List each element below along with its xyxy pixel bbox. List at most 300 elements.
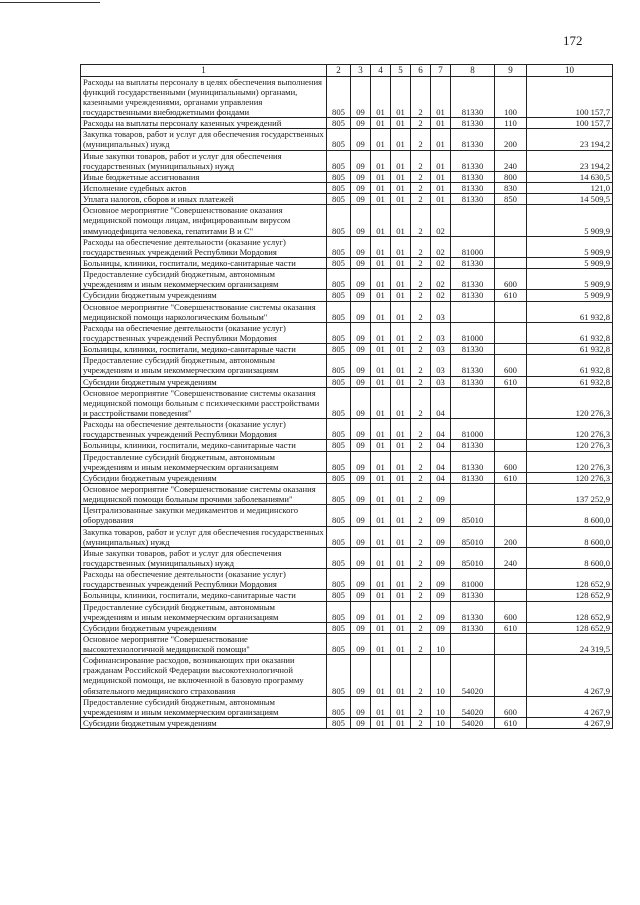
code-event-cell: 01 xyxy=(431,171,451,182)
code-event-cell: 09 xyxy=(431,590,451,601)
code-subsection-cell: 01 xyxy=(371,258,391,269)
code-direction-cell xyxy=(451,483,495,504)
code-subsection-cell: 01 xyxy=(371,590,391,601)
table-row xyxy=(81,76,613,118)
header-cell: 2 xyxy=(327,65,351,77)
amount-cell: 128 652,9 xyxy=(527,622,613,633)
code-expense-type-cell: 200 xyxy=(495,526,527,547)
table-row xyxy=(81,590,613,601)
code-event-cell: 01 xyxy=(431,183,451,194)
row-name-cell: Субсидии бюджетным учреждениям xyxy=(81,290,327,301)
code-program-cell: 01 xyxy=(391,472,411,483)
row-name-cell: Предоставление субсидий бюджетным, автономным учреждениям и иным некоммерческим организациям xyxy=(81,355,327,376)
code-direction-cell: 81000 xyxy=(451,569,495,590)
table-row xyxy=(81,290,613,301)
header-cell: 4 xyxy=(371,65,391,77)
code-event-cell: 01 xyxy=(431,150,451,171)
code-subprogram-cell: 2 xyxy=(411,601,431,622)
row-name-cell: Расходы на обеспечение деятельности (оказание услуг) государственных учреждений Республики Мордовия xyxy=(81,236,327,257)
code-event-cell: 04 xyxy=(431,451,451,472)
code-subsection-cell: 01 xyxy=(371,696,391,717)
table-row xyxy=(81,387,613,418)
row-name-cell: Больницы, клиники, госпитали, медико-санитарные части xyxy=(81,344,327,355)
code-subsection-cell: 01 xyxy=(371,344,391,355)
code-program-cell: 01 xyxy=(391,440,411,451)
row-name-cell: Иные бюджетные ассигнования xyxy=(81,171,327,182)
code-section-cell: 09 xyxy=(351,344,371,355)
code-subprogram-cell: 2 xyxy=(411,258,431,269)
amount-cell: 5 909,9 xyxy=(527,236,613,257)
code-subsection-cell: 01 xyxy=(371,505,391,526)
code-subprogram-cell: 2 xyxy=(411,622,431,633)
row-name-cell: Субсидии бюджетным учреждениям xyxy=(81,718,327,729)
table-row xyxy=(81,269,613,290)
amount-cell: 23 194,2 xyxy=(527,150,613,171)
table-row xyxy=(81,205,613,236)
amount-cell: 137 252,9 xyxy=(527,483,613,504)
code-direction-cell: 81330 xyxy=(451,590,495,601)
page-number: 172 xyxy=(563,33,583,48)
code-admin-cell: 805 xyxy=(327,387,351,418)
table-row xyxy=(81,440,613,451)
code-admin-cell: 805 xyxy=(327,718,351,729)
code-program-cell: 01 xyxy=(391,601,411,622)
code-admin-cell: 805 xyxy=(327,472,351,483)
code-subprogram-cell: 2 xyxy=(411,590,431,601)
table-row xyxy=(81,344,613,355)
code-event-cell: 04 xyxy=(431,472,451,483)
code-section-cell: 09 xyxy=(351,655,371,697)
code-admin-cell: 805 xyxy=(327,258,351,269)
table-row xyxy=(81,505,613,526)
code-subsection-cell: 01 xyxy=(371,655,391,697)
row-name-cell: Расходы на обеспечение деятельности (оказание услуг) государственных учреждений Республики Мордовия xyxy=(81,569,327,590)
code-subsection-cell: 01 xyxy=(371,569,391,590)
code-expense-type-cell xyxy=(495,236,527,257)
code-event-cell: 03 xyxy=(431,301,451,322)
amount-cell: 61 932,8 xyxy=(527,322,613,343)
table-row xyxy=(81,718,613,729)
amount-cell: 61 932,8 xyxy=(527,376,613,387)
row-name-cell: Основное мероприятие "Совершенствование оказания медицинской помощи лицам, инфицированным вирусом иммунодефицита человека, гепатитами В и С" xyxy=(81,205,327,236)
table-row xyxy=(81,655,613,697)
code-event-cell: 04 xyxy=(431,387,451,418)
amount-cell: 100 157,7 xyxy=(527,76,613,118)
code-admin-cell: 805 xyxy=(327,569,351,590)
code-admin-cell: 805 xyxy=(327,205,351,236)
code-direction-cell: 81330 xyxy=(451,290,495,301)
code-direction-cell: 54020 xyxy=(451,718,495,729)
code-admin-cell: 805 xyxy=(327,505,351,526)
code-admin-cell: 805 xyxy=(327,376,351,387)
row-name-cell: Уплата налогов, сборов и иных платежей xyxy=(81,194,327,205)
code-event-cell: 03 xyxy=(431,322,451,343)
code-section-cell: 09 xyxy=(351,301,371,322)
table-row xyxy=(81,419,613,440)
code-admin-cell: 805 xyxy=(327,301,351,322)
table-row xyxy=(81,633,613,654)
code-expense-type-cell: 100 xyxy=(495,76,527,118)
code-subprogram-cell: 2 xyxy=(411,451,431,472)
code-event-cell: 02 xyxy=(431,269,451,290)
code-event-cell: 03 xyxy=(431,355,451,376)
code-program-cell: 01 xyxy=(391,483,411,504)
code-direction-cell: 81330 xyxy=(451,258,495,269)
code-admin-cell: 805 xyxy=(327,419,351,440)
amount-cell: 4 267,9 xyxy=(527,696,613,717)
code-section-cell: 09 xyxy=(351,322,371,343)
code-subprogram-cell: 2 xyxy=(411,505,431,526)
code-direction-cell: 85010 xyxy=(451,505,495,526)
code-admin-cell: 805 xyxy=(327,76,351,118)
code-expense-type-cell xyxy=(495,322,527,343)
code-subsection-cell: 01 xyxy=(371,301,391,322)
code-section-cell: 09 xyxy=(351,194,371,205)
code-subsection-cell: 01 xyxy=(371,601,391,622)
code-section-cell: 09 xyxy=(351,505,371,526)
code-direction-cell xyxy=(451,301,495,322)
code-admin-cell: 805 xyxy=(327,440,351,451)
code-admin-cell: 805 xyxy=(327,696,351,717)
code-program-cell: 01 xyxy=(391,269,411,290)
amount-cell: 128 652,9 xyxy=(527,590,613,601)
code-expense-type-cell: 610 xyxy=(495,718,527,729)
code-expense-type-cell xyxy=(495,258,527,269)
code-event-cell: 10 xyxy=(431,718,451,729)
amount-cell: 4 267,9 xyxy=(527,718,613,729)
code-subprogram-cell: 2 xyxy=(411,150,431,171)
code-admin-cell: 805 xyxy=(327,622,351,633)
code-direction-cell: 81330 xyxy=(451,118,495,129)
amount-cell: 121,0 xyxy=(527,183,613,194)
code-expense-type-cell: 610 xyxy=(495,290,527,301)
code-section-cell: 09 xyxy=(351,376,371,387)
code-section-cell: 09 xyxy=(351,696,371,717)
code-event-cell: 09 xyxy=(431,547,451,568)
table-row xyxy=(81,183,613,194)
row-name-cell: Исполнение судебных актов xyxy=(81,183,327,194)
code-direction-cell xyxy=(451,205,495,236)
code-section-cell: 09 xyxy=(351,601,371,622)
code-program-cell: 01 xyxy=(391,718,411,729)
code-direction-cell: 81330 xyxy=(451,76,495,118)
code-subsection-cell: 01 xyxy=(371,483,391,504)
code-subprogram-cell: 2 xyxy=(411,655,431,697)
code-expense-type-cell: 600 xyxy=(495,601,527,622)
header-cell: 9 xyxy=(495,65,527,77)
code-admin-cell: 805 xyxy=(327,269,351,290)
code-subprogram-cell: 2 xyxy=(411,633,431,654)
code-expense-type-cell xyxy=(495,387,527,418)
table-row xyxy=(81,194,613,205)
code-subsection-cell: 01 xyxy=(371,355,391,376)
code-admin-cell: 805 xyxy=(327,633,351,654)
table-row xyxy=(81,547,613,568)
code-subprogram-cell: 2 xyxy=(411,290,431,301)
code-section-cell: 09 xyxy=(351,633,371,654)
code-program-cell: 01 xyxy=(391,205,411,236)
code-expense-type-cell: 800 xyxy=(495,171,527,182)
code-section-cell: 09 xyxy=(351,269,371,290)
code-direction-cell: 81330 xyxy=(451,269,495,290)
row-name-cell: Расходы на обеспечение деятельности (оказание услуг) государственных учреждений Республики Мордовия xyxy=(81,322,327,343)
header-cell: 5 xyxy=(391,65,411,77)
code-event-cell: 04 xyxy=(431,440,451,451)
code-program-cell: 01 xyxy=(391,150,411,171)
code-section-cell: 09 xyxy=(351,355,371,376)
code-program-cell: 01 xyxy=(391,387,411,418)
code-direction-cell: 54020 xyxy=(451,655,495,697)
code-subsection-cell: 01 xyxy=(371,194,391,205)
code-subprogram-cell: 2 xyxy=(411,419,431,440)
code-direction-cell: 81000 xyxy=(451,236,495,257)
code-admin-cell: 805 xyxy=(327,118,351,129)
code-subsection-cell: 01 xyxy=(371,547,391,568)
code-subprogram-cell: 2 xyxy=(411,205,431,236)
code-expense-type-cell: 240 xyxy=(495,547,527,568)
code-direction-cell xyxy=(451,633,495,654)
amount-cell: 120 276,3 xyxy=(527,387,613,418)
code-subprogram-cell: 2 xyxy=(411,440,431,451)
code-program-cell: 01 xyxy=(391,290,411,301)
code-expense-type-cell xyxy=(495,419,527,440)
amount-cell: 120 276,3 xyxy=(527,472,613,483)
amount-cell: 23 194,2 xyxy=(527,129,613,150)
code-expense-type-cell xyxy=(495,569,527,590)
code-section-cell: 09 xyxy=(351,472,371,483)
code-program-cell: 01 xyxy=(391,355,411,376)
code-expense-type-cell: 850 xyxy=(495,194,527,205)
table-row xyxy=(81,355,613,376)
amount-cell: 8 600,0 xyxy=(527,505,613,526)
code-event-cell: 10 xyxy=(431,696,451,717)
top-rule xyxy=(0,2,100,3)
code-section-cell: 09 xyxy=(351,590,371,601)
code-subprogram-cell: 2 xyxy=(411,76,431,118)
code-subsection-cell: 01 xyxy=(371,387,391,418)
code-direction-cell: 81000 xyxy=(451,419,495,440)
code-subprogram-cell: 2 xyxy=(411,183,431,194)
code-event-cell: 09 xyxy=(431,569,451,590)
code-event-cell: 09 xyxy=(431,483,451,504)
code-program-cell: 01 xyxy=(391,376,411,387)
header-cell: 10 xyxy=(527,65,613,77)
code-direction-cell: 81330 xyxy=(451,194,495,205)
code-subsection-cell: 01 xyxy=(371,205,391,236)
amount-cell: 120 276,3 xyxy=(527,440,613,451)
code-subprogram-cell: 2 xyxy=(411,129,431,150)
code-direction-cell: 81330 xyxy=(451,171,495,182)
code-admin-cell: 805 xyxy=(327,236,351,257)
code-subsection-cell: 01 xyxy=(371,76,391,118)
code-event-cell: 03 xyxy=(431,376,451,387)
row-name-cell: Предоставление субсидий бюджетным, автономным учреждениям и иным некоммерческим организациям xyxy=(81,269,327,290)
code-admin-cell: 805 xyxy=(327,355,351,376)
table-row xyxy=(81,601,613,622)
code-subprogram-cell: 2 xyxy=(411,718,431,729)
code-expense-type-cell xyxy=(495,344,527,355)
table-row xyxy=(81,526,613,547)
code-expense-type-cell: 830 xyxy=(495,183,527,194)
code-admin-cell: 805 xyxy=(327,451,351,472)
code-subsection-cell: 01 xyxy=(371,150,391,171)
code-direction-cell: 81000 xyxy=(451,322,495,343)
code-subprogram-cell: 2 xyxy=(411,236,431,257)
code-program-cell: 01 xyxy=(391,526,411,547)
code-program-cell: 01 xyxy=(391,655,411,697)
code-section-cell: 09 xyxy=(351,129,371,150)
code-subsection-cell: 01 xyxy=(371,290,391,301)
row-name-cell: Предоставление субсидий бюджетным, автономным учреждениям и иным некоммерческим организациям xyxy=(81,696,327,717)
row-name-cell: Предоставление субсидий бюджетным, автономным учреждениям и иным некоммерческим организациям xyxy=(81,601,327,622)
code-program-cell: 01 xyxy=(391,171,411,182)
amount-cell: 5 909,9 xyxy=(527,205,613,236)
code-direction-cell: 85010 xyxy=(451,547,495,568)
code-section-cell: 09 xyxy=(351,451,371,472)
table-row xyxy=(81,451,613,472)
code-program-cell: 01 xyxy=(391,569,411,590)
row-name-cell: Расходы на выплаты персоналу казенных учреждений xyxy=(81,118,327,129)
code-subprogram-cell: 2 xyxy=(411,194,431,205)
row-name-cell: Субсидии бюджетным учреждениям xyxy=(81,472,327,483)
code-subprogram-cell: 2 xyxy=(411,269,431,290)
row-name-cell: Основное мероприятие "Совершенствование системы оказания медицинской помощи больным прочими заболеваниями" xyxy=(81,483,327,504)
code-admin-cell: 805 xyxy=(327,655,351,697)
code-expense-type-cell: 600 xyxy=(495,696,527,717)
code-program-cell: 01 xyxy=(391,696,411,717)
code-event-cell: 09 xyxy=(431,505,451,526)
row-name-cell: Расходы на выплаты персоналу в целях обеспечения выполнения функций государственными (муниципальными) органами, казенными учреждениями, органами управления государственными внебюджетными фондами xyxy=(81,76,327,118)
row-name-cell: Предоставление субсидий бюджетным, автономным учреждениям и иным некоммерческим организациям xyxy=(81,451,327,472)
code-event-cell: 09 xyxy=(431,601,451,622)
code-subprogram-cell: 2 xyxy=(411,483,431,504)
code-expense-type-cell xyxy=(495,655,527,697)
code-expense-type-cell xyxy=(495,590,527,601)
row-name-cell: Централизованные закупки медикаментов и медицинского оборудования xyxy=(81,505,327,526)
budget-table-body xyxy=(81,65,613,729)
code-program-cell: 01 xyxy=(391,194,411,205)
table-row xyxy=(81,569,613,590)
code-event-cell: 01 xyxy=(431,76,451,118)
row-name-cell: Больницы, клиники, госпитали, медико-санитарные части xyxy=(81,258,327,269)
amount-cell: 61 932,8 xyxy=(527,344,613,355)
code-subsection-cell: 01 xyxy=(371,451,391,472)
amount-cell: 14 630,5 xyxy=(527,171,613,182)
code-section-cell: 09 xyxy=(351,718,371,729)
table-header-row xyxy=(81,65,613,77)
code-section-cell: 09 xyxy=(351,118,371,129)
code-subsection-cell: 01 xyxy=(371,376,391,387)
amount-cell: 128 652,9 xyxy=(527,601,613,622)
code-event-cell: 01 xyxy=(431,118,451,129)
code-admin-cell: 805 xyxy=(327,590,351,601)
code-event-cell: 09 xyxy=(431,526,451,547)
code-program-cell: 01 xyxy=(391,451,411,472)
code-subprogram-cell: 2 xyxy=(411,376,431,387)
code-direction-cell: 81330 xyxy=(451,451,495,472)
amount-cell: 8 600,0 xyxy=(527,526,613,547)
table-row xyxy=(81,236,613,257)
code-direction-cell xyxy=(451,387,495,418)
code-expense-type-cell xyxy=(495,483,527,504)
row-name-cell: Софинансирование расходов, возникающих при оказании гражданам Российской Федерации высокотехнологичной медицинской помощи, не включенной в базовую программу обязательного медицинского страхования xyxy=(81,655,327,697)
code-admin-cell: 805 xyxy=(327,150,351,171)
code-program-cell: 01 xyxy=(391,129,411,150)
header-cell: 7 xyxy=(431,65,451,77)
table-row xyxy=(81,472,613,483)
code-section-cell: 09 xyxy=(351,569,371,590)
header-cell: 1 xyxy=(81,65,327,77)
code-section-cell: 09 xyxy=(351,483,371,504)
row-name-cell: Больницы, клиники, госпитали, медико-санитарные части xyxy=(81,590,327,601)
table-row xyxy=(81,171,613,182)
code-subprogram-cell: 2 xyxy=(411,387,431,418)
code-subprogram-cell: 2 xyxy=(411,355,431,376)
code-direction-cell: 81330 xyxy=(451,183,495,194)
code-admin-cell: 805 xyxy=(327,344,351,355)
amount-cell: 24 319,5 xyxy=(527,633,613,654)
row-name-cell: Больницы, клиники, госпитали, медико-санитарные части xyxy=(81,440,327,451)
row-name-cell: Расходы на обеспечение деятельности (оказание услуг) государственных учреждений Республики Мордовия xyxy=(81,419,327,440)
header-cell: 8 xyxy=(451,65,495,77)
code-admin-cell: 805 xyxy=(327,322,351,343)
code-section-cell: 09 xyxy=(351,236,371,257)
code-program-cell: 01 xyxy=(391,547,411,568)
code-subsection-cell: 01 xyxy=(371,472,391,483)
code-section-cell: 09 xyxy=(351,183,371,194)
code-event-cell: 01 xyxy=(431,194,451,205)
code-event-cell: 09 xyxy=(431,622,451,633)
amount-cell: 5 909,9 xyxy=(527,269,613,290)
table-row xyxy=(81,696,613,717)
code-subprogram-cell: 2 xyxy=(411,526,431,547)
code-admin-cell: 805 xyxy=(327,183,351,194)
code-subsection-cell: 01 xyxy=(371,183,391,194)
code-section-cell: 09 xyxy=(351,290,371,301)
code-admin-cell: 805 xyxy=(327,526,351,547)
code-expense-type-cell: 600 xyxy=(495,355,527,376)
code-section-cell: 09 xyxy=(351,205,371,236)
code-expense-type-cell: 600 xyxy=(495,269,527,290)
code-subprogram-cell: 2 xyxy=(411,696,431,717)
header-cell: 6 xyxy=(411,65,431,77)
table-row xyxy=(81,150,613,171)
code-program-cell: 01 xyxy=(391,236,411,257)
code-section-cell: 09 xyxy=(351,387,371,418)
code-expense-type-cell: 610 xyxy=(495,622,527,633)
amount-cell: 120 276,3 xyxy=(527,451,613,472)
code-event-cell: 01 xyxy=(431,129,451,150)
code-admin-cell: 805 xyxy=(327,547,351,568)
code-event-cell: 02 xyxy=(431,205,451,236)
table-row xyxy=(81,118,613,129)
code-event-cell: 03 xyxy=(431,344,451,355)
code-program-cell: 01 xyxy=(391,505,411,526)
code-direction-cell: 54020 xyxy=(451,696,495,717)
code-program-cell: 01 xyxy=(391,76,411,118)
code-subsection-cell: 01 xyxy=(371,718,391,729)
amount-cell: 5 909,9 xyxy=(527,258,613,269)
row-name-cell: Иные закупки товаров, работ и услуг для обеспечения государственных (муниципальных) нужд xyxy=(81,547,327,568)
code-section-cell: 09 xyxy=(351,526,371,547)
code-subsection-cell: 01 xyxy=(371,322,391,343)
code-subprogram-cell: 2 xyxy=(411,322,431,343)
code-program-cell: 01 xyxy=(391,419,411,440)
amount-cell: 4 267,9 xyxy=(527,655,613,697)
code-subsection-cell: 01 xyxy=(371,633,391,654)
table-row xyxy=(81,322,613,343)
code-direction-cell: 85010 xyxy=(451,526,495,547)
